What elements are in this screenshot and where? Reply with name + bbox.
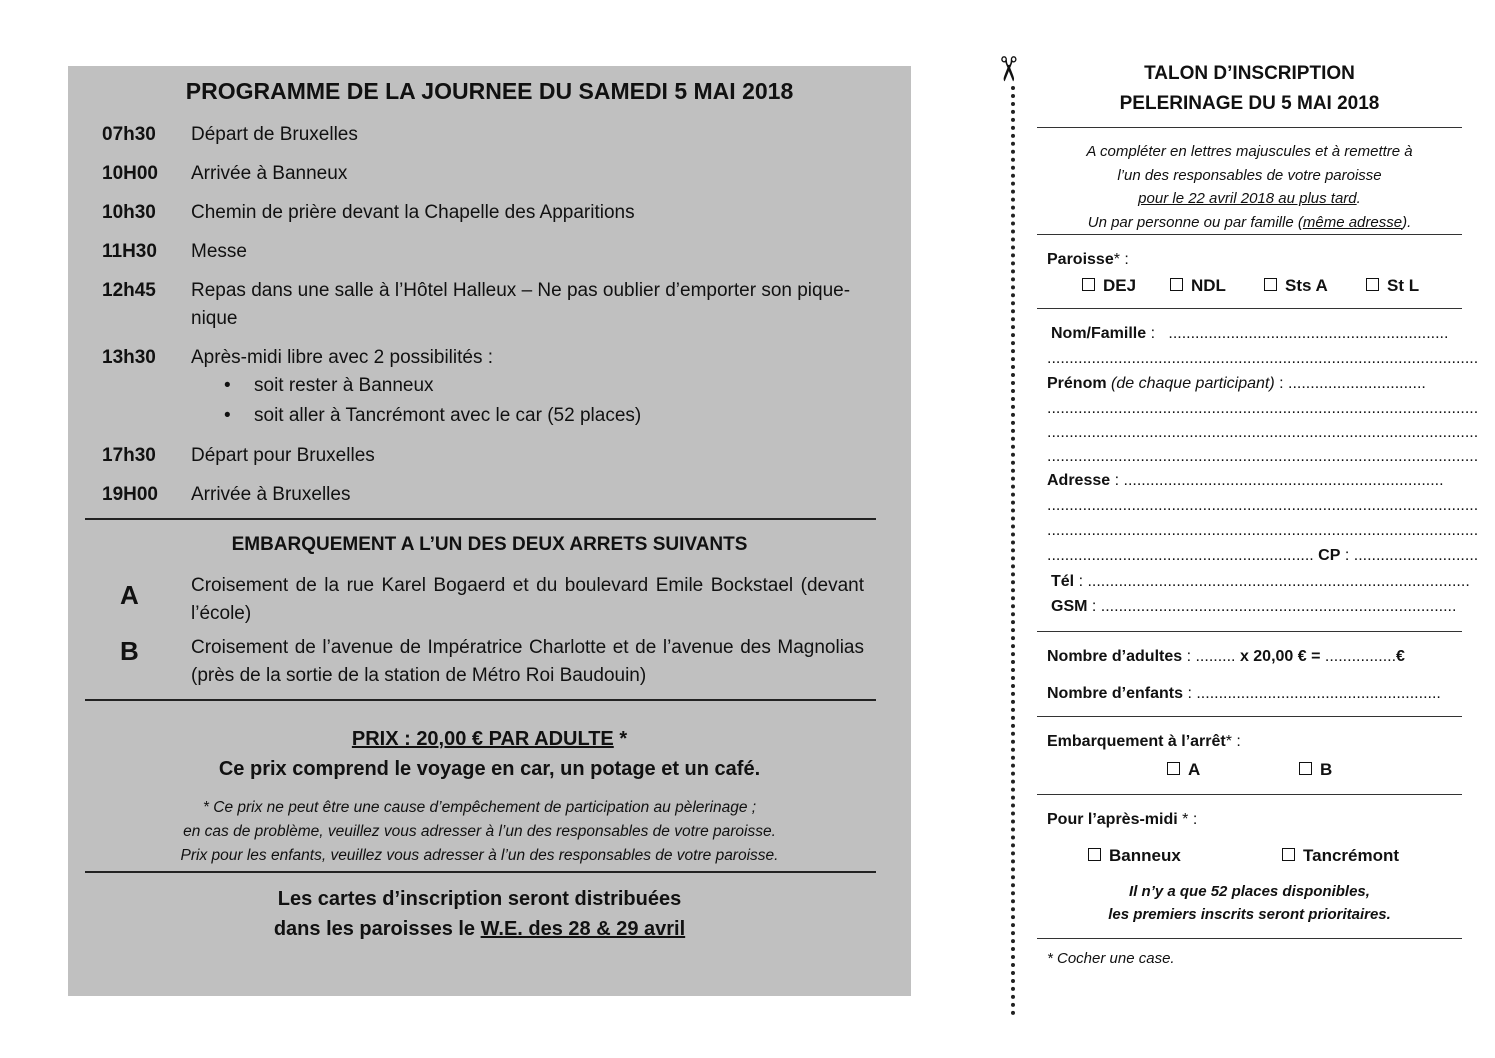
embarquement-title: EMBARQUEMENT A L’UN DES DEUX ARRETS SUIVANTS bbox=[231, 534, 748, 555]
note-line: * Ce prix ne peut être une cause d’empêchement de participation au pèlerinage ; bbox=[202, 799, 757, 816]
paroisse-option-dej[interactable]: DEJ bbox=[1082, 274, 1136, 298]
footnote: * Cocher une case. bbox=[1047, 950, 1175, 967]
programme-title: PROGRAMME DE LA JOURNEE DU SAMEDI 5 MAI 2018 bbox=[185, 78, 794, 104]
checkbox-icon bbox=[1264, 278, 1277, 291]
schedule-time: 12h45 bbox=[102, 280, 156, 301]
cp-field[interactable]: ............................................................ CP : ............................ bbox=[1047, 547, 1479, 564]
places-notice: Il n’y a que 52 places disponibles, les premiers inscrits seront prioritaires. bbox=[1108, 883, 1391, 923]
divider bbox=[1037, 234, 1462, 235]
nom-field-line[interactable]: ................................................................................................. bbox=[1047, 350, 1479, 367]
checkbox-icon bbox=[1170, 278, 1183, 291]
checkbox-icon bbox=[1082, 278, 1095, 291]
prenom-field[interactable]: Prénom (de chaque participant) : ............................... bbox=[1047, 375, 1426, 392]
checkbox-icon bbox=[1088, 848, 1101, 861]
schedule-time: 07h30 bbox=[102, 124, 156, 145]
price-notes bbox=[68, 796, 891, 868]
cards-line: dans les paroisses le W.E. des 28 & 29 avril bbox=[273, 918, 686, 940]
stop-text: Croisement de la rue Karel Bogaerd et du boulevard Emile Bockstael (devant l’école) bbox=[191, 575, 864, 624]
schedule-desc: Repas dans une salle à l’Hôtel Halleux – Ne pas oublier d’emporter son pique-nique bbox=[191, 280, 851, 329]
checkbox-icon bbox=[1167, 762, 1180, 775]
paroisse-option-st-l[interactable]: St L bbox=[1366, 274, 1419, 298]
prenom-field-line[interactable]: ................................................................................................. bbox=[1047, 448, 1479, 465]
arret-option-a[interactable]: A bbox=[1167, 758, 1200, 782]
stop-text: Croisement de l’avenue de Impératrice Charlotte et de l’avenue des Magnolias (près de la sortie de la station de Métro Roi Baudouin) bbox=[191, 637, 864, 686]
cards-line: Les cartes d’inscription seront distribuées bbox=[277, 888, 682, 910]
divider bbox=[1037, 938, 1462, 939]
divider bbox=[1037, 631, 1462, 632]
divider bbox=[1037, 308, 1462, 309]
price-block bbox=[68, 724, 911, 784]
schedule-time: 17h30 bbox=[102, 445, 156, 466]
adresse-field-line[interactable]: ................................................................................................. bbox=[1047, 497, 1479, 514]
schedule-time: 19H00 bbox=[102, 484, 158, 505]
divider bbox=[85, 871, 876, 873]
cut-line bbox=[1011, 86, 1015, 1016]
nom-field[interactable]: Nom/Famille : ............................................................... bbox=[1051, 325, 1449, 342]
note-line: en cas de problème, veuillez vous adresser à l’un des responsables de votre paroisse. bbox=[183, 823, 776, 840]
apresmidi-option-tancremont[interactable]: Tancrémont bbox=[1282, 844, 1399, 868]
schedule-desc: Départ pour Bruxelles bbox=[191, 445, 375, 466]
price-headline: PRIX : 20,00 € PAR ADULTE * bbox=[351, 728, 628, 750]
schedule-desc: Arrivée à Banneux bbox=[191, 163, 348, 184]
adultes-field[interactable]: Nombre d’adultes : ......... x 20,00 € = ................€ bbox=[1047, 648, 1405, 665]
divider bbox=[85, 699, 876, 701]
gsm-field[interactable]: GSM : ................................................................................ bbox=[1051, 598, 1457, 615]
paroisse-option-ndl[interactable]: NDL bbox=[1170, 274, 1226, 298]
paroisse-label: Paroisse* : bbox=[1047, 251, 1129, 268]
embarquement-label: Embarquement à l’arrêt* : bbox=[1047, 733, 1241, 750]
schedule-time: 10h30 bbox=[102, 202, 156, 223]
checkbox-icon bbox=[1299, 762, 1312, 775]
adresse-field-line[interactable]: ................................................................................................. bbox=[1047, 522, 1479, 539]
schedule-desc: Messe bbox=[191, 241, 247, 262]
stop-letter: A bbox=[120, 580, 139, 610]
schedule-time: 13h30 bbox=[102, 347, 156, 368]
adresse-field[interactable]: Adresse : ........................................................................ bbox=[1047, 472, 1444, 489]
divider bbox=[1037, 794, 1462, 795]
prenom-field-line[interactable]: ................................................................................................. bbox=[1047, 424, 1479, 441]
divider bbox=[85, 518, 876, 520]
tel-field[interactable]: Tél : ...................................................................................... bbox=[1051, 573, 1470, 590]
programme-panel bbox=[68, 66, 911, 996]
checkbox-icon bbox=[1366, 278, 1379, 291]
checkbox-icon bbox=[1282, 848, 1295, 861]
arret-option-b[interactable]: B bbox=[1299, 758, 1332, 782]
apresmidi-option-banneux[interactable]: Banneux bbox=[1088, 844, 1181, 868]
divider bbox=[1037, 127, 1462, 128]
option-item: • soit rester à Banneux bbox=[218, 371, 641, 401]
prenom-field-line[interactable]: ................................................................................................. bbox=[1047, 400, 1479, 417]
option-item: • soit aller à Tancrémont avec le car (52 places) bbox=[218, 401, 641, 431]
schedule-desc: Après-midi libre avec 2 possibilités : bbox=[191, 347, 494, 368]
enfants-field[interactable]: Nombre d’enfants : ....................................................... bbox=[1047, 685, 1441, 702]
cards-info bbox=[68, 884, 891, 944]
paroisse-option-sts-a[interactable]: Sts A bbox=[1264, 274, 1328, 298]
price-includes: Ce prix comprend le voyage en car, un potage et un café. bbox=[218, 758, 761, 780]
divider bbox=[1037, 716, 1462, 717]
schedule-desc: Chemin de prière devant la Chapelle des Apparitions bbox=[191, 202, 635, 223]
schedule-desc: Arrivée à Bruxelles bbox=[191, 484, 351, 505]
afternoon-options bbox=[218, 371, 641, 431]
stop-letter: B bbox=[120, 636, 139, 666]
form-instructions: A compléter en lettres majuscules et à remettre à l’un des responsables de votre paroisse pour le 22 avril 2018 au plus tard. Un par personne ou par famille (même adresse). bbox=[1086, 143, 1413, 231]
scissors-icon: ✂ bbox=[988, 54, 1027, 84]
note-line: Prix pour les enfants, veuillez vous adresser à l’un des responsables de votre paroisse. bbox=[180, 847, 779, 864]
schedule-desc: Départ de Bruxelles bbox=[191, 124, 358, 145]
apresmidi-label: Pour l’après-midi * : bbox=[1047, 811, 1198, 828]
schedule-time: 10H00 bbox=[102, 163, 158, 184]
schedule-time: 11H30 bbox=[102, 241, 157, 262]
form-title: TALON D’INSCRIPTION PELERINAGE DU 5 MAI 2018 bbox=[1119, 63, 1380, 114]
